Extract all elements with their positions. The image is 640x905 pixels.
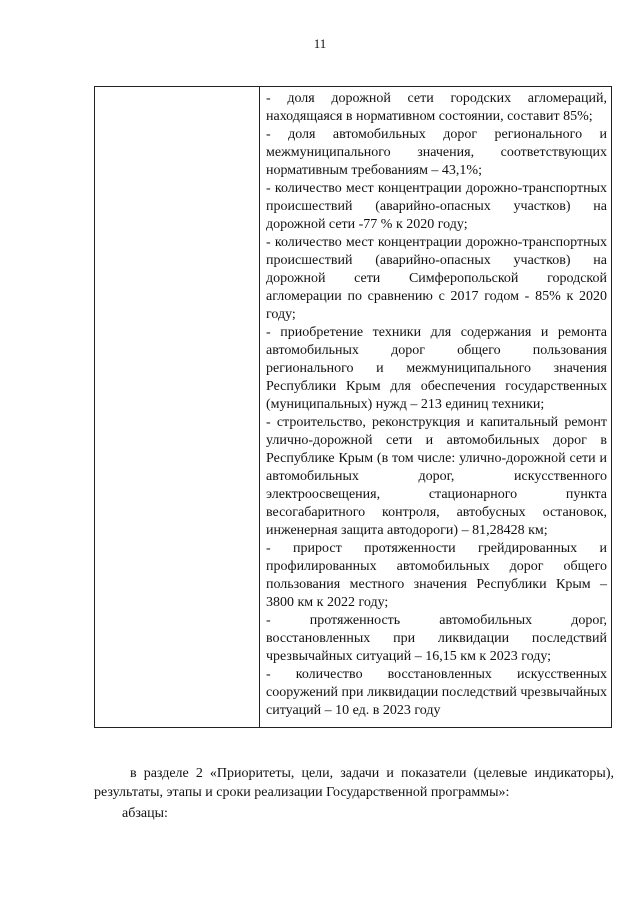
indicators-table xyxy=(94,86,612,728)
indicator-item: - количество мест концентрации дорожно-транспортных происшествий (аварийно-опасных участков) на дорожной сети Симферопольской городской агломерации по сравнению с 2017 годом - 85% к 2020 году; xyxy=(266,235,607,322)
table-right-cell xyxy=(260,87,611,727)
indicator-item: - доля дорожной сети городских агломераций, находящаяся в нормативном состоянии, составит 85%; xyxy=(266,91,607,124)
page-number: 11 xyxy=(313,36,327,51)
indicator-item: - протяженность автомобильных дорог, восстановленных при ликвидации последствий чрезвычайных ситуаций – 16,15 км к 2023 году; xyxy=(266,613,607,664)
indicator-item: - доля автомобильных дорог регионального и межмуниципального значения, соответствующих нормативным требованиям – 43,1%; xyxy=(266,127,607,178)
indicator-item: - количество мест концентрации дорожно-транспортных происшествий (аварийно-опасных участков) на дорожной сети -77 % к 2020 году; xyxy=(266,181,607,232)
table-left-cell xyxy=(95,87,260,727)
indicator-item: - строительство, реконструкция и капитальный ремонт улично-дорожной сети и автомобильных дорог в Республике Крым (в том числе: улично-дорожной сети и автомобильных дорог, искусственного электроосвещения, стационарного пункта весогабаритного контроля, автобусных остановок, инженерная защита автодороги) – 81,28428 км; xyxy=(266,415,607,538)
indicator-item: - количество восстановленных искусственных сооружений при ликвидации последствий чрезвычайных ситуаций – 10 ед. в 2023 году xyxy=(266,667,607,718)
body-text xyxy=(94,764,614,823)
indicator-item: - приобретение техники для содержания и ремонта автомобильных дорог общего пользования регионального и межмуниципального значения Республики Крым для обеспечения государственных (муниципальных) нужд – 213 единиц техники; xyxy=(266,325,607,412)
indicator-item: - прирост протяженности грейдированных и профилированных автомобильных дорог общего пользования местного значения Республики Крым – 3800 км к 2022 году; xyxy=(266,541,607,610)
body-paragraph-abzatsy: абзацы: xyxy=(122,806,168,821)
body-paragraph-section-2: в разделе 2 «Приоритеты, цели, задачи и показатели (целевые индикаторы), результаты, этапы и сроки реализации Государственной программы»: xyxy=(94,766,614,800)
